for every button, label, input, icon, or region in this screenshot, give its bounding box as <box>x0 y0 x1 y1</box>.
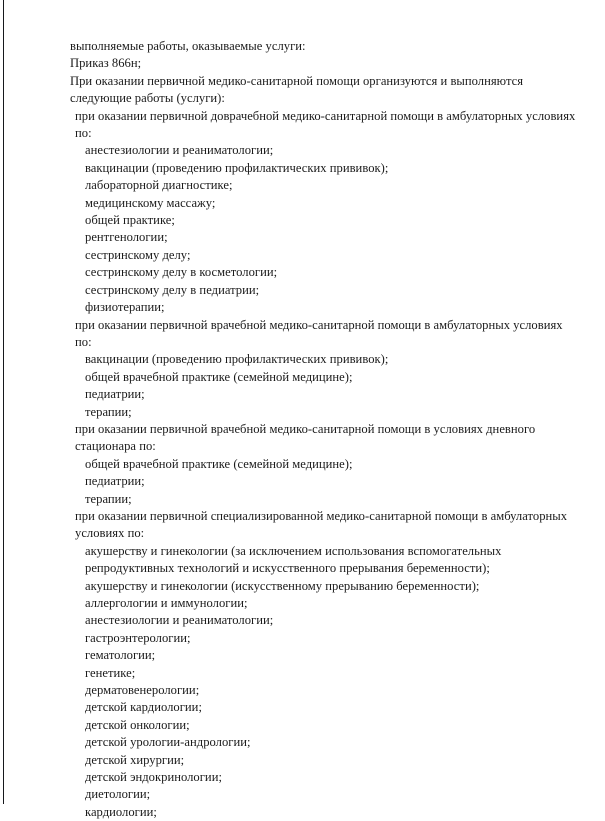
document-line: дерматовенерологии; <box>85 683 200 698</box>
document-line: общей врачебной практике (семейной медицине); <box>85 456 353 471</box>
document-line: терапии; <box>85 491 132 506</box>
document-line: общей практике; <box>85 213 175 228</box>
document-line: общей врачебной практике (семейной медицине); <box>85 369 353 384</box>
document-line: гастроэнтерологии; <box>85 630 191 645</box>
document-line: аллергологии и иммунологии; <box>85 596 248 610</box>
document-line: медицинскому массажу; <box>85 195 216 210</box>
document-line: детской хирургии; <box>85 752 185 767</box>
document-line: вакцинации (проведению профилактических прививок); <box>85 160 389 175</box>
document-line: диетологии; <box>85 787 151 802</box>
document-text-body <box>70 38 582 821</box>
document-line: вакцинации (проведению профилактических прививок); <box>85 352 389 367</box>
document-line: рентгенологии; <box>85 230 168 245</box>
document-line: акушерству и гинекологии (за исключением использования вспомогательных репродуктивных технологий и искусственного прерывания беременности); <box>85 543 505 576</box>
document-line: При оказании первичной медико-санитарной помощи организуются и выполняются следующие работы (услуги): <box>70 73 527 106</box>
document-line: анестезиологии и реаниматологии; <box>85 613 274 628</box>
document-line: кардиологии; <box>85 804 157 819</box>
document-line: детской онкологии; <box>85 717 190 732</box>
document-line: сестринскому делу в косметологии; <box>85 265 278 280</box>
document-line: лабораторной диагностике; <box>85 178 233 193</box>
document-line: детской кардиологии; <box>85 700 202 715</box>
document-line: педиатрии; <box>85 387 145 402</box>
document-line: детской эндокринологии; <box>85 770 222 785</box>
document-line: генетике; <box>85 665 136 680</box>
document-line: сестринскому делу в педиатрии; <box>85 282 260 297</box>
document-line: гематологии; <box>85 648 156 663</box>
document-line: при оказании первичной специализированной медико-санитарной помощи в амбулаторных условиях по: <box>75 508 571 541</box>
page-edge-rule <box>3 0 4 804</box>
document-line: физиотерапии; <box>85 300 165 315</box>
document-line: при оказании первичной доврачебной медико-санитарной помощи в амбулаторных условиях по: <box>75 108 579 141</box>
document-line: терапии; <box>85 404 132 419</box>
document-line: детской урологии-андрологии; <box>85 735 251 750</box>
document-line: анестезиологии и реаниматологии; <box>85 143 274 158</box>
document-line: Приказ 866н; <box>70 56 142 71</box>
document-line: педиатрии; <box>85 474 145 489</box>
document-line: при оказании первичной врачебной медико-санитарной помощи в условиях дневного стационара по: <box>75 421 539 454</box>
document-line: акушерству и гинекологии (искусственному прерыванию беременности); <box>85 578 480 593</box>
document-line: сестринскому делу; <box>85 247 191 262</box>
document-line: выполняемые работы, оказываемые услуги: <box>70 39 306 53</box>
document-line: при оказании первичной врачебной медико-санитарной помощи в амбулаторных условиях по: <box>75 317 566 349</box>
